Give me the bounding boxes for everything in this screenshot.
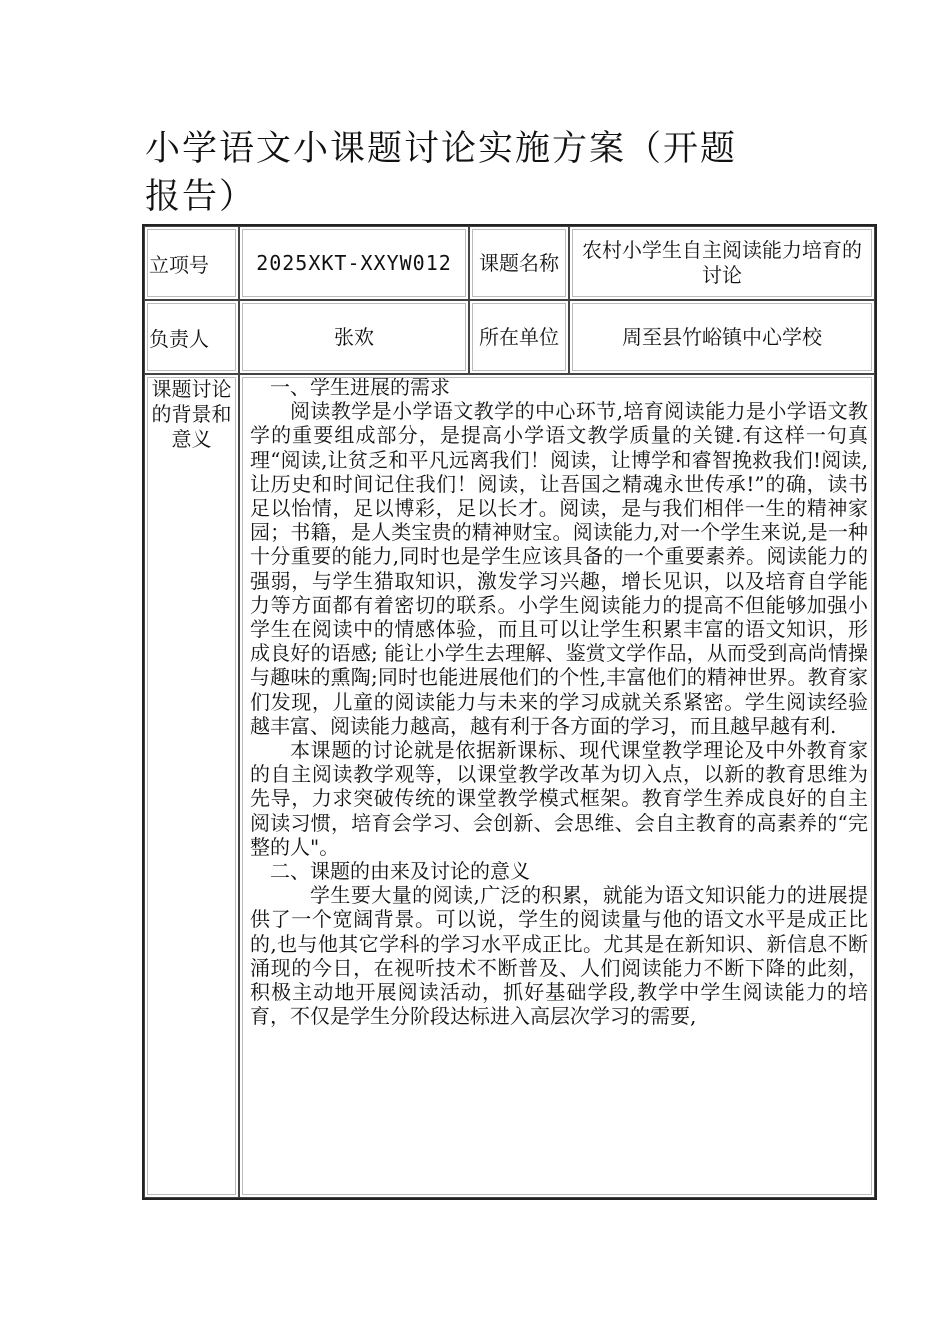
- background-content: [239, 374, 875, 1198]
- background-label: 课题讨论的背景和意义: [144, 374, 239, 1198]
- paragraph-3: 学生要大量的阅读,广泛的积累，就能为语文知识能力的进展提供了一个宽阔背景。可以说，学生的阅读量与他的语文水平是成正比的,也与他其它学科的学习水平成正比。尤其是在新知识、新信息不断涌现的今日，在视听技术不断普及、人们阅读能力不断下降的此刻，积极主动地开展阅读活动，抓好基础学段,教学中学生阅读能力的培育，不仅是学生分阶段达标进入高层次学习的需要,: [250, 883, 868, 1029]
- table-row: [144, 374, 875, 1198]
- table-row: [144, 226, 875, 300]
- paragraph-2: 本课题的讨论就是依据新课标、现代课堂教学理论及中外教育家的自主阅读教学观等，以课堂教学改革为切入点，以新的教育思维为先导，力求突破传统的课堂教学模式框架。教育学生养成良好的自主阅读习惯，培育会学习、会创新、会思维、会自主教育的高素养的“完整的人"。: [250, 738, 868, 859]
- paragraph-1: 阅读教学是小学语文教学的中心环节,培育阅读能力是小学语文教学的重要组成部分，是提高小学语文教学质量的关键.有这样一句真理“阅读,让贫乏和平凡远离我们！阅读，让博学和睿智挽救我们!阅读,让历史和时间记住我们！阅读，让吾国之精魂永世传承!”的确，读书足以怡情，足以博彩，足以长才。阅读，是与我们相伴一生的精神家园；书籍，是人类宝贵的精神财宝。阅读能力,对一个学生来说,是一种十分重要的能力,同时也是学生应该具备的一个重要素养。阅读能力的强弱，与学生猎取知识，激发学习兴趣，增长见识，以及培育自学能力等方面都有着密切的联系。小学生阅读能力的提高不但能够加强小学生在阅读中的情感体验，而且可以让学生积累丰富的语文知识，形成良好的语感; 能让小学生去理解、鉴赏文学作品，从而受到高尚情操与趣味的熏陶;同时也能进展他们的个性,丰富他们的精神世界。教育家们发现，儿童的阅读能力与未来的学习成就关系紧密。学生阅读经验越丰富、阅读能力越高，越有利于各方面的学习，而且越早越有利.: [250, 399, 868, 738]
- topic-label: 课题名称: [469, 226, 569, 300]
- table-row: [144, 300, 875, 374]
- project-no-label: 立项号: [144, 226, 239, 300]
- section-heading-1: 一、学生进展的需求: [270, 375, 450, 399]
- leader-value: 张欢: [239, 300, 469, 374]
- unit-label: 所在单位: [469, 300, 569, 374]
- leader-label: 负责人: [144, 300, 239, 374]
- unit-value: 周至县竹峪镇中心学校: [569, 300, 875, 374]
- document-title: 小学语文小课题讨论实施方案（开题报告）: [145, 129, 738, 217]
- proposal-table: [142, 224, 877, 1200]
- section-heading-2: 二、课题的由来及讨论的意义: [270, 859, 530, 884]
- project-no-value: 2025XKT-XXYW012: [239, 226, 469, 300]
- topic-value: 农村小学生自主阅读能力培育的讨论: [569, 226, 875, 300]
